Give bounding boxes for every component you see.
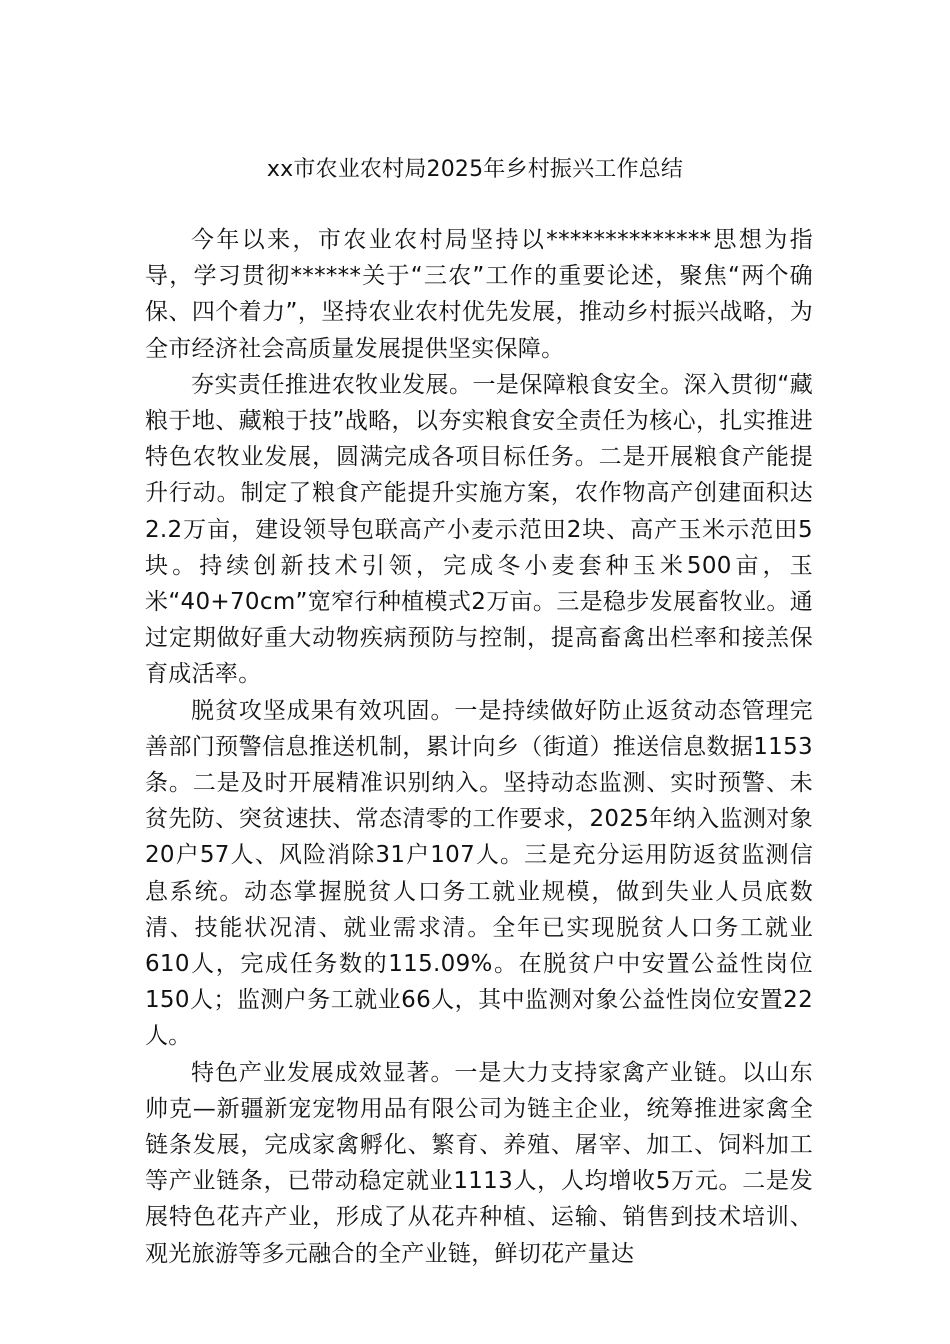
- document-body: [145, 222, 813, 1272]
- paragraph-agriculture: 夯实责任推进农牧业发展。一是保障粮食安全。深入贯彻“藏粮于地、藏粮于技”战略，以夯实粮食安全责任为核心，扎实推进特色农牧业发展，圆满完成各项目标任务。二是开展粮食产能提升行动。制定了粮食产能提升实施方案，农作物高产创建面积达2.2万亩，建设领导包联高产小麦示范田2块、高产玉米示范田5块。持续创新技术引领，完成冬小麦套种玉米500亩，玉米“40+70cm”宽窄行种植模式2万亩。三是稳步发展畜牧业。通过定期做好重大动物疾病预防与控制，提高畜禽出栏率和接羔保育成活率。: [145, 371, 813, 688]
- paragraph-industry: 特色产业发展成效显著。一是大力支持家禽产业链。以山东帅克—新疆新宠宠物用品有限公司为链主企业，统筹推进家禽全链条发展，完成家禽孵化、繁育、养殖、屠宰、加工、饲料加工等产业链条，已带动稳定就业1113人，人均增收5万元。二是发展特色花卉产业，形成了从花卉种植、运输、销售到技术培训、观光旅游等多元融合的全产业链，鲜切花产量达: [145, 1059, 813, 1267]
- paragraph-intro: 今年以来，市农业农村局坚持以**************思想为指导，学习贯彻******关于“三农”工作的重要论述，聚焦“两个确保、四个着力”，坚持农业农村优先发展，推动乡村振兴战略，为全市经济社会高质量发展提供坚实保障。: [145, 227, 813, 362]
- paragraph-poverty: 脱贫攻坚成果有效巩固。一是持续做好防止返贫动态管理完善部门预警信息推送机制，累计向乡（街道）推送信息数据1153条。二是及时开展精准识别纳入。坚持动态监测、实时预警、未贫先防、突贫速扶、常态清零的工作要求，2025年纳入监测对象20户57人、风险消除31户107人。三是充分运用防返贫监测信息系统。动态掌握脱贫人口务工就业规模，做到失业人员底数清、技能状况清、就业需求清。全年已实现脱贫人口务工就业610人，完成任务数的115.09%。在脱贫户中安置公益性岗位150人；监测户务工就业66人，其中监测对象公益性岗位安置22人。: [145, 697, 813, 1050]
- document-title: xx市农业农村局2025年乡村振兴工作总结: [266, 157, 684, 182]
